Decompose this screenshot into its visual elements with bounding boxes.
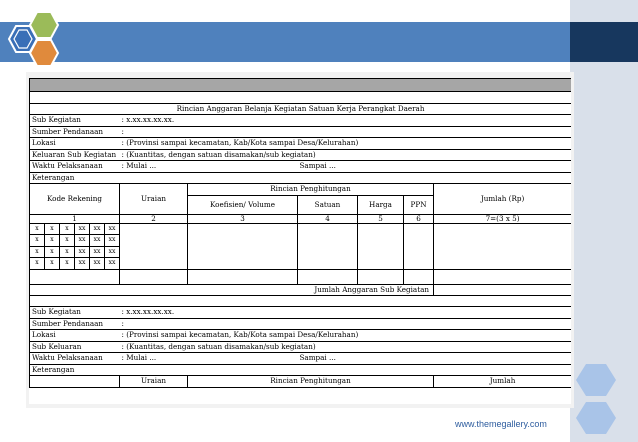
blank-row <box>30 296 572 307</box>
koefisien-cell <box>188 223 298 269</box>
document-title: Rincian Anggaran Belanja Kegiatan Satuan Kerja Perangkat Daerah <box>30 103 572 115</box>
jumlah-header-2: Jumlah <box>434 376 572 388</box>
waktu-sampai: Sampai ... <box>298 161 572 173</box>
hexagon-logo-icon <box>4 8 74 74</box>
code-cell: x <box>45 223 60 235</box>
col-num-2: 2 <box>120 214 188 223</box>
lokasi-value: : (Provinsi sampai kecamatan, Kab/Kota sampai Desa/Kelurahan) <box>120 138 572 150</box>
satuan-header: Satuan <box>298 195 358 214</box>
code-cell: xx <box>90 223 105 235</box>
uraian-header: Uraian <box>120 184 188 215</box>
spacer-cell <box>298 269 358 284</box>
code-cell: x <box>45 258 60 270</box>
col-num-6: 6 <box>404 214 434 223</box>
code-cell: x <box>60 235 75 247</box>
code-cell: x <box>60 246 75 258</box>
satuan-cell <box>298 223 358 269</box>
code-cell: xx <box>105 235 120 247</box>
keterangan-label: Keterangan <box>30 172 120 184</box>
code-cell: x <box>30 235 45 247</box>
spacer-cell <box>358 269 404 284</box>
lokasi-label: Lokasi <box>30 138 120 150</box>
koefisien-header: Koefisien/ Volume <box>188 195 298 214</box>
code-cell: xx <box>105 246 120 258</box>
col-num-4: 4 <box>298 214 358 223</box>
keluaran-label-2: Sub Keluaran <box>30 341 120 353</box>
decorative-hexagons-icon <box>572 360 638 442</box>
code-cell: x <box>60 223 75 235</box>
spacer-cell <box>30 269 120 284</box>
sumber-label: Sumber Pendanaan <box>30 126 120 138</box>
spacer-cell <box>404 269 434 284</box>
code-cell: xx <box>90 235 105 247</box>
sub-kegiatan-label: Sub Kegiatan <box>30 115 120 127</box>
table-row <box>30 223 572 235</box>
rincian-header-2: Rincian Penghitungan <box>188 376 434 388</box>
code-cell: xx <box>105 258 120 270</box>
col-num-3: 3 <box>188 214 298 223</box>
harga-cell <box>358 223 404 269</box>
rincian-header: Rincian Penghitungan <box>188 184 434 196</box>
harga-header: Harga <box>358 195 404 214</box>
sub-kegiatan-label-2: Sub Kegiatan <box>30 307 120 319</box>
col-num-1: 1 <box>30 214 120 223</box>
spacer-cell <box>188 269 298 284</box>
keluaran-value: : (Kuantitas, dengan satuan disamakan/sub kegiatan) <box>120 149 572 161</box>
keterangan-value <box>120 172 572 184</box>
sumber-label-2: Sumber Pendanaan <box>30 318 120 330</box>
sumber-value: : <box>120 126 572 138</box>
jumlah-cell <box>434 223 572 269</box>
code-cell: x <box>30 223 45 235</box>
col-num-5: 5 <box>358 214 404 223</box>
website-link[interactable]: www.themegallery.com <box>455 419 547 429</box>
document-page <box>29 78 571 404</box>
waktu-label: Waktu Pelaksanaan <box>30 161 120 173</box>
kode-rekening-header-2 <box>30 376 120 388</box>
waktu-value-2: : Mulai ... <box>120 353 298 365</box>
kode-rekening-header: Kode Rekening <box>30 184 120 215</box>
code-cell: x <box>30 246 45 258</box>
blank-row <box>30 92 572 104</box>
waktu-label-2: Waktu Pelaksanaan <box>30 353 120 365</box>
spacer-cell <box>434 269 572 284</box>
col-num-7: 7=(3 x 5) <box>434 214 572 223</box>
uraian-cell <box>120 223 188 269</box>
code-cell: xx <box>75 223 90 235</box>
code-cell: xx <box>90 258 105 270</box>
ppn-cell <box>404 223 434 269</box>
code-cell: x <box>45 235 60 247</box>
keterangan-label-2: Keterangan <box>30 364 120 376</box>
waktu-sampai-2: Sampai ... <box>298 353 572 365</box>
jumlah-header: Jumlah (Rp) <box>434 184 572 215</box>
gray-header-row <box>30 79 572 92</box>
uraian-header-2: Uraian <box>120 376 188 388</box>
sub-kegiatan-value-2: : x.xx.xx.xx.xx. <box>120 307 572 319</box>
code-cell: x <box>30 258 45 270</box>
code-cell: xx <box>75 258 90 270</box>
header-band <box>0 22 638 62</box>
code-cell: x <box>45 246 60 258</box>
code-cell: xx <box>90 246 105 258</box>
code-cell: xx <box>75 246 90 258</box>
lokasi-value-2: : (Provinsi sampai kecamatan, Kab/Kota sampai Desa/Kelurahan) <box>120 330 572 342</box>
jumlah-anggaran-label: Jumlah Anggaran Sub Kegiatan <box>30 284 434 296</box>
rab-table <box>29 78 571 388</box>
header-band-dark <box>570 22 638 62</box>
lokasi-label-2: Lokasi <box>30 330 120 342</box>
sub-kegiatan-value: : x.xx.xx.xx.xx. <box>120 115 572 127</box>
jumlah-anggaran-value <box>434 284 572 296</box>
waktu-value: : Mulai ... <box>120 161 298 173</box>
keterangan-value-2 <box>120 364 572 376</box>
code-cell: x <box>60 258 75 270</box>
spacer-cell <box>120 269 188 284</box>
keluaran-value-2: : (Kuantitas, dengan satuan disamakan/sub kegiatan) <box>120 341 572 353</box>
keluaran-label: Keluaran Sub Kegiatan <box>30 149 120 161</box>
sumber-value-2: : <box>120 318 572 330</box>
code-cell: xx <box>75 235 90 247</box>
ppn-header: PPN <box>404 195 434 214</box>
code-cell: xx <box>105 223 120 235</box>
